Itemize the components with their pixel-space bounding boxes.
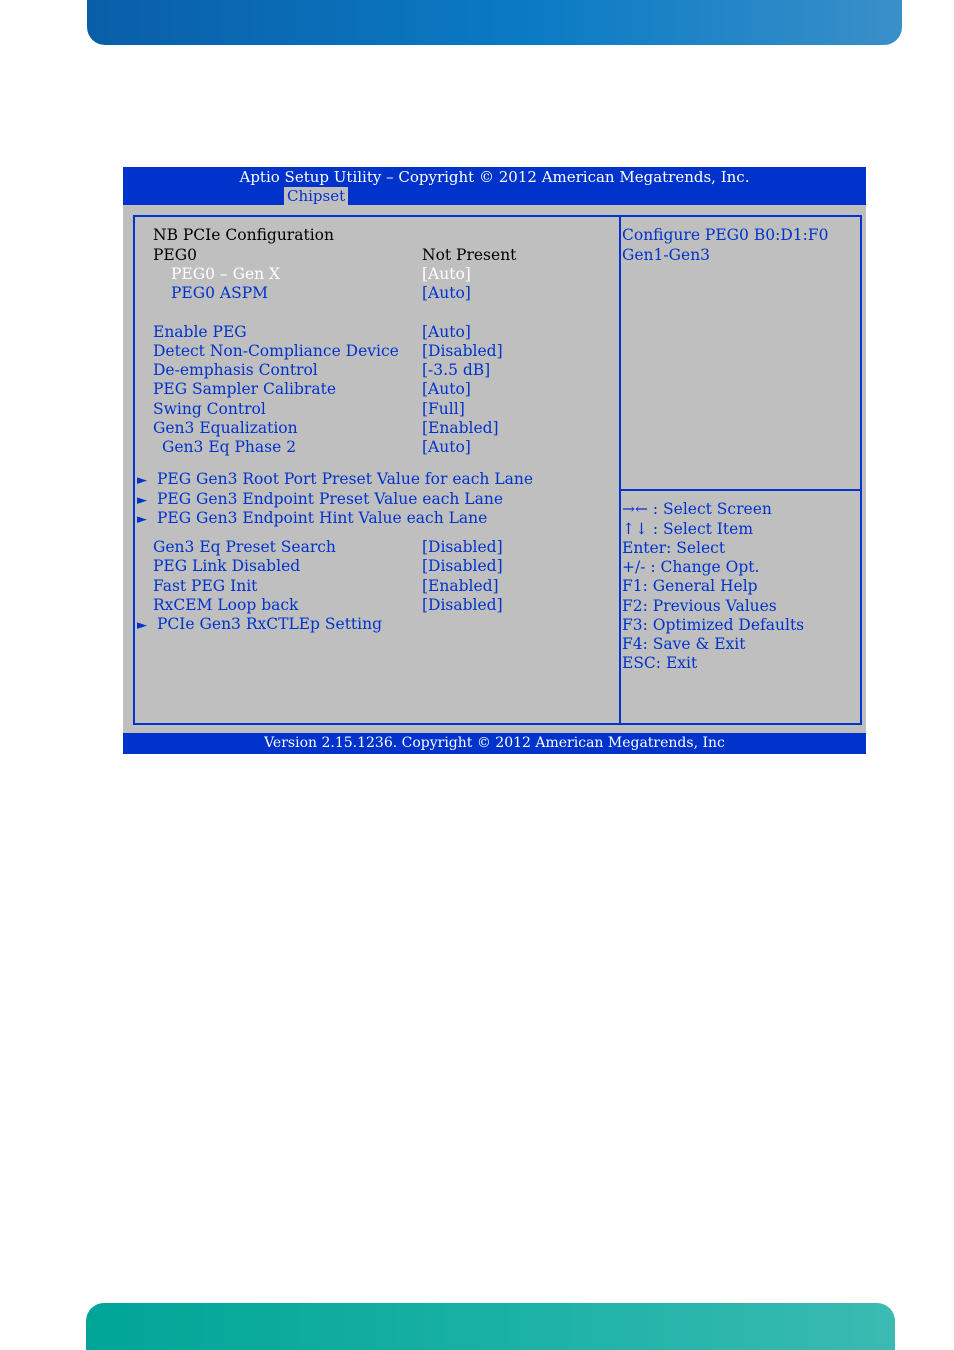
setting-eq-preset-search-value[interactable]: [Disabled] xyxy=(422,538,503,556)
bios-header xyxy=(123,167,866,205)
setting-gen3-equalization-label[interactable]: Gen3 Equalization xyxy=(153,419,298,437)
submenu-arrow-icon: ► xyxy=(137,618,147,633)
setting-detect-noncompliance-label[interactable]: Detect Non-Compliance Device xyxy=(153,342,399,360)
setting-peg-link-disabled-label[interactable]: PEG Link Disabled xyxy=(153,557,301,575)
submenu-root-port-preset[interactable]: PEG Gen3 Root Port Preset Value for each Lane xyxy=(157,470,534,488)
setting-fast-peg-init-value[interactable]: [Enabled] xyxy=(422,577,499,595)
help-key-esc: ESC: Exit xyxy=(622,654,698,672)
submenu-arrow-icon: ► xyxy=(137,493,147,508)
setting-gen3-eq-phase2-label[interactable]: Gen3 Eq Phase 2 xyxy=(162,438,297,456)
bottom-decorative-band xyxy=(86,1303,895,1350)
submenu-arrow-icon: ► xyxy=(137,473,147,488)
bios-setup-screen xyxy=(123,167,866,754)
help-key-select-screen: →← : Select Screen xyxy=(622,500,772,518)
setting-gen3-eq-phase2-value[interactable]: [Auto] xyxy=(422,438,471,456)
setting-peg-link-disabled-value[interactable]: [Disabled] xyxy=(422,557,503,575)
help-divider xyxy=(621,489,860,491)
help-description-line: Gen1-Gen3 xyxy=(622,246,711,264)
setting-eq-preset-search-label[interactable]: Gen3 Eq Preset Search xyxy=(153,538,336,556)
setting-swing-control-value[interactable]: [Full] xyxy=(422,400,465,418)
help-key-select-item: ↑↓ : Select Item xyxy=(622,520,754,538)
setting-enable-peg-label[interactable]: Enable PEG xyxy=(153,323,247,341)
help-key-f3: F3: Optimized Defaults xyxy=(622,616,805,634)
help-key-change-opt: +/- : Change Opt. xyxy=(622,558,760,576)
peg0-genx-label: PEG0 – Gen X xyxy=(171,265,281,283)
setting-rxcem-loopback-label[interactable]: RxCEM Loop back xyxy=(153,596,299,614)
peg0-aspm-label[interactable]: PEG0 ASPM xyxy=(171,284,269,302)
bios-footer: Version 2.15.1236. Copyright © 2012 American Megatrends, Inc xyxy=(123,733,866,754)
section-title: NB PCIe Configuration xyxy=(153,226,334,244)
setting-swing-control-label[interactable]: Swing Control xyxy=(153,400,266,418)
tab-chipset[interactable]: Chipset xyxy=(284,187,348,205)
submenu-endpoint-preset[interactable]: PEG Gen3 Endpoint Preset Value each Lane xyxy=(157,490,503,508)
submenu-rxctlep-setting[interactable]: PCIe Gen3 RxCTLEp Setting xyxy=(157,615,383,633)
peg0-aspm-value[interactable]: [Auto] xyxy=(422,284,471,302)
setting-detect-noncompliance-value[interactable]: [Disabled] xyxy=(422,342,503,360)
help-key-f4: F4: Save & Exit xyxy=(622,635,746,653)
setting-deemphasis-value[interactable]: [-3.5 dB] xyxy=(422,361,491,379)
setting-deemphasis-label[interactable]: De-emphasis Control xyxy=(153,361,318,379)
setting-fast-peg-init-label[interactable]: Fast PEG Init xyxy=(153,577,258,595)
submenu-endpoint-hint[interactable]: PEG Gen3 Endpoint Hint Value each Lane xyxy=(157,509,488,527)
setting-gen3-equalization-value[interactable]: [Enabled] xyxy=(422,419,499,437)
submenu-arrow-icon: ► xyxy=(137,512,147,527)
peg0-label: PEG0 xyxy=(153,246,197,264)
help-key-f2: F2: Previous Values xyxy=(622,597,777,615)
bios-title: Aptio Setup Utility – Copyright © 2012 American Megatrends, Inc. xyxy=(239,168,750,186)
help-key-f1: F1: General Help xyxy=(622,577,758,595)
setting-sampler-calibrate-value[interactable]: [Auto] xyxy=(422,380,471,398)
help-key-enter: Enter: Select xyxy=(622,539,726,557)
setting-rxcem-loopback-value[interactable]: [Disabled] xyxy=(422,596,503,614)
top-decorative-band xyxy=(87,0,902,45)
peg0-genx-value: [Auto] xyxy=(422,265,471,283)
panel-split-line xyxy=(619,215,621,725)
setting-sampler-calibrate-label[interactable]: PEG Sampler Calibrate xyxy=(153,380,336,398)
setting-enable-peg-value[interactable]: [Auto] xyxy=(422,323,471,341)
help-description-line: Configure PEG0 B0:D1:F0 xyxy=(622,226,829,244)
peg0-value: Not Present xyxy=(422,246,517,264)
